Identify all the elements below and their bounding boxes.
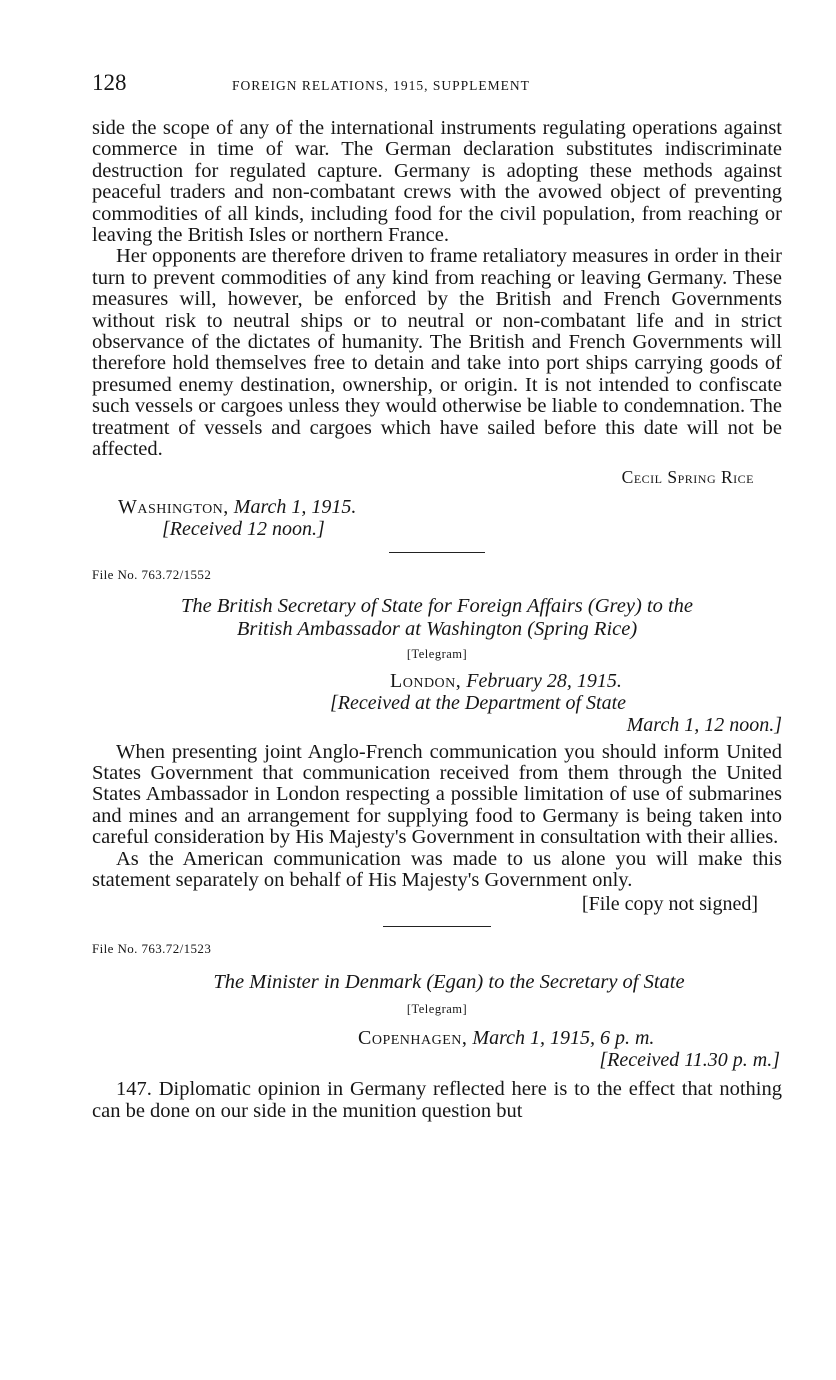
section-divider	[383, 926, 491, 927]
body-paragraph: side the scope of any of the international instruments regulating operations against commerce in time of war. The German declaration substitutes indiscriminate destruction for regulated capture. Germany is adopting these methods against peaceful traders and non-combatant crews with the avowed object of preventing commodities of all kinds, including food for the civil population, from reaching or leaving the British Isles or northern France.	[92, 117, 782, 247]
telegram-label: [Telegram]	[406, 1002, 468, 1017]
body-paragraph: As the American communication was made to us alone you will make this statement separately on behalf of His Majesty's Government only.	[92, 847, 782, 891]
body-paragraph: When presenting joint Anglo-French communication you should inform United States Government that communication received from them through the United States Ambassador in London respecting a possible limitation of use of submarines and mines and an arrangement for supplying food to Germany is being taken into careful consideration by His Majesty's Government in consultation with their allies.	[92, 740, 782, 849]
document-title: The Minister in Denmark (Egan) to the Secretary of State	[213, 971, 685, 994]
dateline-date: March 1, 1915.	[233, 495, 357, 518]
received-note: March 1, 12 noon.]	[626, 713, 782, 736]
dateline-place: London,	[390, 669, 462, 692]
signature: Cecil Spring Rice	[621, 466, 754, 487]
dateline	[92, 670, 782, 692]
document-spring-rice	[92, 118, 782, 540]
file-number: File No. 763.72/1552	[92, 566, 212, 582]
page-number: 128	[92, 70, 127, 95]
dateline-date: March 1, 1915, 6 p. m.	[472, 1027, 655, 1050]
document-egan-telegram	[92, 941, 782, 1122]
page-header	[92, 70, 782, 106]
received-note: [Received at the Department of State	[330, 691, 627, 714]
dateline	[92, 1027, 782, 1049]
section-divider	[389, 552, 485, 553]
document-grey-telegram	[92, 567, 782, 917]
document-title-line: British Ambassador at Washington (Spring Rice)	[236, 617, 638, 640]
file-number: File No. 763.72/1523	[92, 941, 212, 957]
running-head: FOREIGN RELATIONS, 1915, SUPPLEMENT	[232, 78, 530, 93]
received-note: [Received 11.30 p. m.]	[599, 1049, 780, 1072]
document-title-line: The British Secretary of State for Foreign Affairs (Grey) to the	[180, 594, 694, 617]
dateline-place: Copenhagen,	[358, 1027, 468, 1050]
telegram-label: [Telegram]	[406, 646, 468, 661]
dateline-place: Washington,	[118, 495, 229, 518]
dateline-date: February 28, 1915.	[466, 669, 622, 692]
body-paragraph: Her opponents are therefore driven to frame retaliatory measures in order in their turn to prevent commodities of any kind from reaching or leaving Germany. These measures will, however, be enforced by the British and French Governments without risk to neutral ships or to neutral or non-combatant life and in strict observance of the dictates of humanity. The British and French Governments will therefore hold themselves free to detain and take into port ships carrying goods of presumed enemy destination, ownership, or origin. It is not intended to confiscate such vessels or cargoes unless they would otherwise be liable to condemnation. The treatment of vessels and cargoes which have sailed before this date will not be affected.	[92, 245, 782, 461]
document-title	[92, 595, 782, 641]
signature: [File copy not signed]	[581, 893, 758, 916]
received-note: [Received 12 noon.]	[162, 517, 325, 540]
dateline	[92, 496, 782, 518]
document-page	[92, 70, 782, 1122]
body-paragraph: 147. Diplomatic opinion in Germany reflected here is to the effect that nothing can be done on our side in the munition question but	[92, 1078, 782, 1122]
